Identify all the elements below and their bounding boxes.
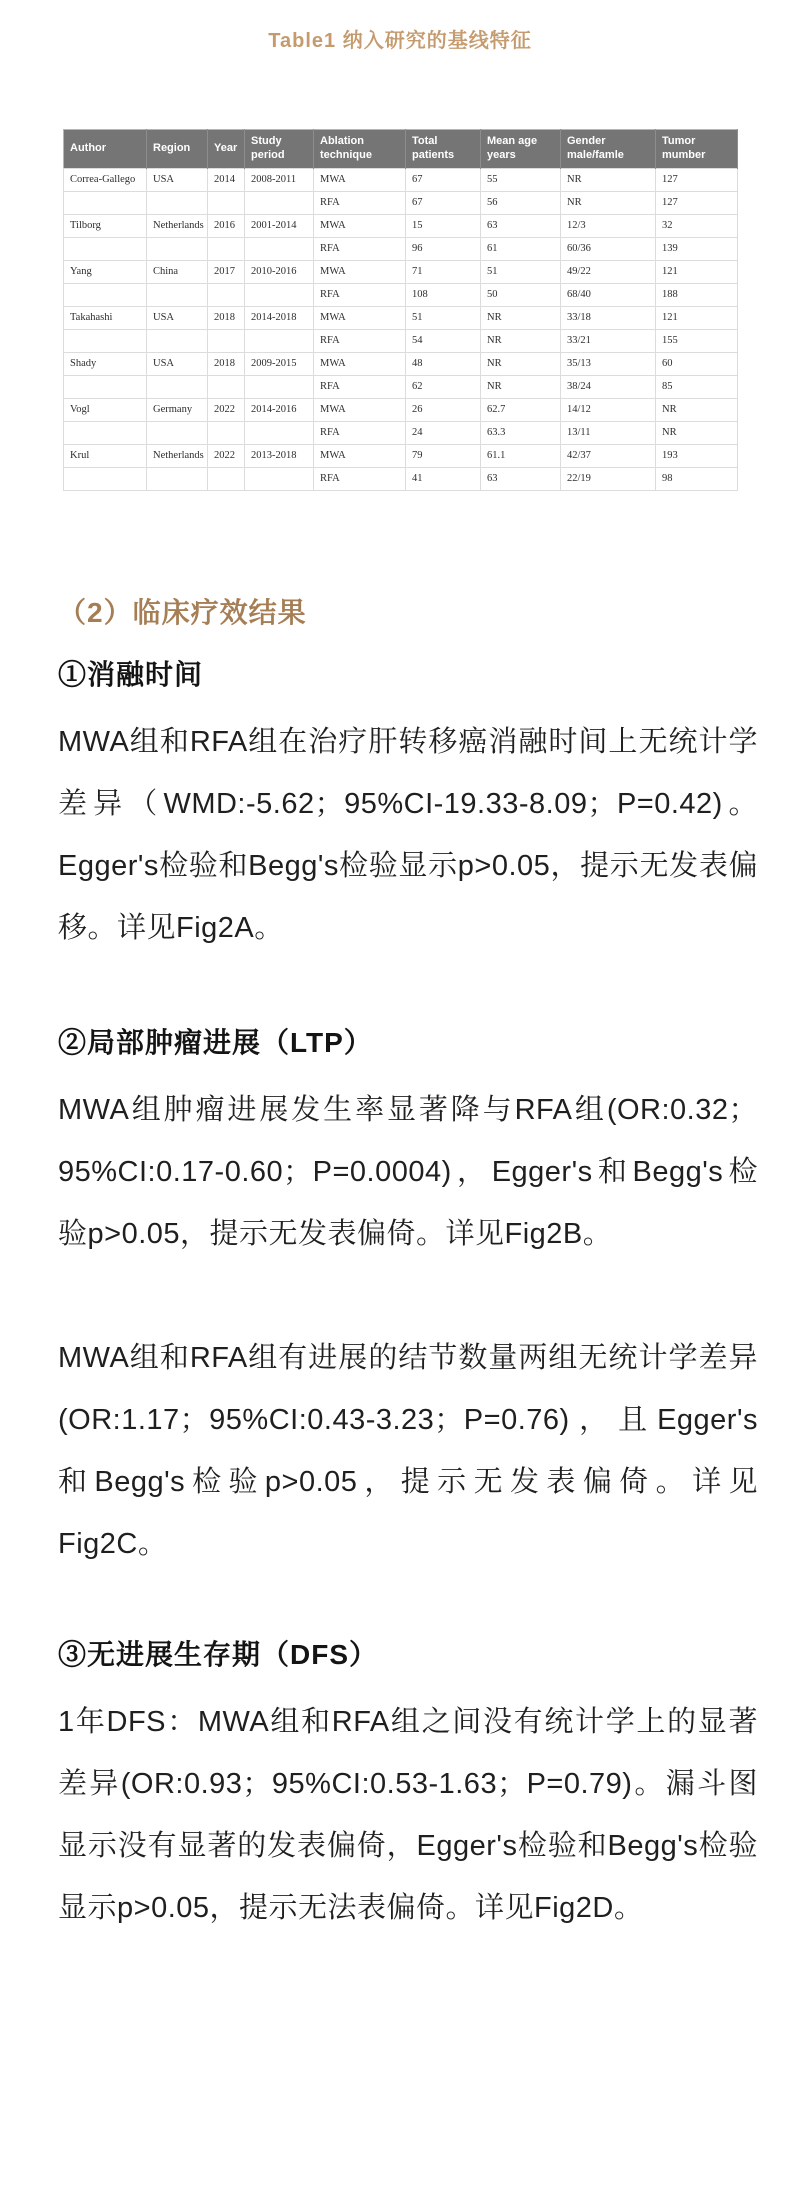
table-cell: RFA [314, 237, 406, 260]
table-cell: Shady [64, 352, 147, 375]
paragraph-ltp-nodules: MWA组和RFA组有进展的结节数量两组无统计学差异(OR:1.17；95%CI:0.43-3.23；P=0.76)，且Egger's和Begg's检验p>0.05，提示无发表偏倚。详见Fig2C。 [58, 1341, 758, 1560]
table-cell [245, 467, 314, 490]
table-cell: NR [656, 398, 738, 421]
table-cell: 62.7 [481, 398, 561, 421]
table-cell: 85 [656, 375, 738, 398]
table-cell: USA [147, 352, 208, 375]
table-header-cell: Ablation technique [314, 130, 406, 169]
table-cell [147, 467, 208, 490]
table-cell: MWA [314, 306, 406, 329]
table-cell: Vogl [64, 398, 147, 421]
table-cell: 61 [481, 237, 561, 260]
table-cell: NR [561, 191, 656, 214]
table-cell: NR [481, 329, 561, 352]
table-cell: NR [656, 421, 738, 444]
table-cell: MWA [314, 352, 406, 375]
table-header-cell: Author [64, 130, 147, 169]
table-cell [64, 421, 147, 444]
baseline-characteristics-table [63, 129, 738, 491]
table-cell: 67 [406, 191, 481, 214]
table-cell: MWA [314, 398, 406, 421]
table-cell: 13/11 [561, 421, 656, 444]
table-header-cell: Mean age years [481, 130, 561, 169]
table-cell: 121 [656, 260, 738, 283]
table-header-row [64, 130, 738, 169]
table-cell: Germany [147, 398, 208, 421]
table-cell: 2018 [208, 352, 245, 375]
table-body [64, 168, 738, 490]
table-cell: 33/18 [561, 306, 656, 329]
table-cell [64, 375, 147, 398]
table-cell: 42/37 [561, 444, 656, 467]
table-header-cell: Total patients [406, 130, 481, 169]
table-cell: 155 [656, 329, 738, 352]
table-row [64, 214, 738, 237]
table-cell: Takahashi [64, 306, 147, 329]
table-cell: 50 [481, 283, 561, 306]
table-cell: 56 [481, 191, 561, 214]
table-row [64, 398, 738, 421]
baseline-table-container [63, 129, 737, 491]
table-cell: 127 [656, 191, 738, 214]
table-cell [208, 421, 245, 444]
table-header-cell: Tumor mumber [656, 130, 738, 169]
table-cell: 2009-2015 [245, 352, 314, 375]
table-cell: NR [481, 352, 561, 375]
table-cell [64, 191, 147, 214]
table-cell: NR [481, 375, 561, 398]
table-cell: 51 [406, 306, 481, 329]
table-cell: 35/13 [561, 352, 656, 375]
table-cell: Krul [64, 444, 147, 467]
table-cell [147, 375, 208, 398]
table-header-cell: Gender male/famle [561, 130, 656, 169]
table-cell: Tilborg [64, 214, 147, 237]
table-header-cell: Study period [245, 130, 314, 169]
table-cell [147, 237, 208, 260]
table-cell: 63 [481, 214, 561, 237]
table-cell: 55 [481, 168, 561, 191]
table-cell [245, 191, 314, 214]
table-cell [245, 329, 314, 352]
paragraph-dfs: 1年DFS：MWA组和RFA组之间没有统计学上的显著差异(OR:0.93；95%CI:0.53-1.63；P=0.79)。漏斗图显示没有显著的发表偏倚，Egger's检验和Begg's检验显示p>0.05，提示无法表偏倚。详见Fig2D。 [58, 1705, 758, 1924]
table-header-cell: Region [147, 130, 208, 169]
table-cell: 68/40 [561, 283, 656, 306]
table-cell: 38/24 [561, 375, 656, 398]
subsection-heading-ltp: ②局部肿瘤进展（LTP） [58, 1026, 373, 1058]
table-cell: 61.1 [481, 444, 561, 467]
subsection-heading-ablation-time: ①消融时间 [58, 658, 204, 690]
table-cell: 71 [406, 260, 481, 283]
table-cell: 33/21 [561, 329, 656, 352]
table-cell [64, 467, 147, 490]
table-cell: 14/12 [561, 398, 656, 421]
table-row [64, 237, 738, 260]
section-heading-clinical-results: （2）临床疗效结果 [58, 596, 307, 628]
table-cell [64, 329, 147, 352]
table-cell: 96 [406, 237, 481, 260]
table-cell [147, 191, 208, 214]
table-row [64, 329, 738, 352]
table-cell [64, 237, 147, 260]
table-cell: 15 [406, 214, 481, 237]
table-cell: 49/22 [561, 260, 656, 283]
table-cell: 67 [406, 168, 481, 191]
subsection-heading-dfs: ③无进展生存期（DFS） [58, 1638, 379, 1670]
table-cell: USA [147, 168, 208, 191]
table-cell: 2008-2011 [245, 168, 314, 191]
table-cell: 2022 [208, 398, 245, 421]
table-cell: 60 [656, 352, 738, 375]
table-cell: China [147, 260, 208, 283]
table-cell [147, 329, 208, 352]
table-cell [245, 375, 314, 398]
table-cell: USA [147, 306, 208, 329]
table-cell: 63.3 [481, 421, 561, 444]
table-cell: 121 [656, 306, 738, 329]
table-cell [208, 329, 245, 352]
table-cell: 2022 [208, 444, 245, 467]
table-row [64, 306, 738, 329]
table-cell: 48 [406, 352, 481, 375]
table-cell: RFA [314, 191, 406, 214]
paragraph-ltp-rate: MWA组肿瘤进展发生率显著降与RFA组(OR:0.32；95%CI:0.17-0.60；P=0.0004)，Egger's和Begg's检验p>0.05，提示无发表偏倚。详见Fig2B。 [58, 1093, 758, 1250]
table-cell: Netherlands [147, 444, 208, 467]
table-cell [208, 467, 245, 490]
table-cell: 12/3 [561, 214, 656, 237]
table-cell: 2016 [208, 214, 245, 237]
table-cell: RFA [314, 421, 406, 444]
table-cell: 139 [656, 237, 738, 260]
table-cell: 32 [656, 214, 738, 237]
table-cell [245, 421, 314, 444]
table-cell: 26 [406, 398, 481, 421]
table-cell: 188 [656, 283, 738, 306]
article-body [0, 591, 800, 1939]
table-row [64, 283, 738, 306]
table-cell: Netherlands [147, 214, 208, 237]
table-cell [245, 237, 314, 260]
table-cell: 62 [406, 375, 481, 398]
table-cell [147, 421, 208, 444]
table-cell: 2013-2018 [245, 444, 314, 467]
table-cell: Correa-Gallego [64, 168, 147, 191]
table-cell: 193 [656, 444, 738, 467]
table-cell [64, 283, 147, 306]
table-cell [208, 237, 245, 260]
table-cell [208, 375, 245, 398]
table-cell: RFA [314, 375, 406, 398]
table-cell [245, 283, 314, 306]
table-row [64, 191, 738, 214]
table-cell: 108 [406, 283, 481, 306]
table-cell: NR [561, 168, 656, 191]
table-cell: 2001-2014 [245, 214, 314, 237]
table-cell: 41 [406, 467, 481, 490]
table-cell: 79 [406, 444, 481, 467]
table-cell: 98 [656, 467, 738, 490]
table-row [64, 444, 738, 467]
table-cell [208, 283, 245, 306]
table-header-cell: Year [208, 130, 245, 169]
table-cell: 51 [481, 260, 561, 283]
table-row [64, 375, 738, 398]
table-cell: 2014 [208, 168, 245, 191]
table-cell: 2017 [208, 260, 245, 283]
table-cell: 24 [406, 421, 481, 444]
table-cell: MWA [314, 444, 406, 467]
table-cell: MWA [314, 214, 406, 237]
table-cell: RFA [314, 329, 406, 352]
table-row [64, 421, 738, 444]
table-cell: 22/19 [561, 467, 656, 490]
table-cell: MWA [314, 168, 406, 191]
table-cell: NR [481, 306, 561, 329]
table-cell [147, 283, 208, 306]
table-row [64, 260, 738, 283]
table-cell: RFA [314, 283, 406, 306]
paragraph-ablation-time: MWA组和RFA组在治疗肝转移癌消融时间上无统计学差异（WMD:-5.62；95%CI-19.33-8.09；P=0.42)。Egger's检验和Begg's检验显示p>0.05，提示无发表偏移。详见Fig2A。 [58, 725, 758, 944]
table-cell: 2018 [208, 306, 245, 329]
table-cell: 2010-2016 [245, 260, 314, 283]
table-cell: 2014-2018 [245, 306, 314, 329]
table-cell: 60/36 [561, 237, 656, 260]
table-row [64, 168, 738, 191]
table-cell: 54 [406, 329, 481, 352]
table-row [64, 352, 738, 375]
table-cell: 63 [481, 467, 561, 490]
table-cell: 2014-2016 [245, 398, 314, 421]
table-cell: Yang [64, 260, 147, 283]
table-cell: 127 [656, 168, 738, 191]
table-cell: MWA [314, 260, 406, 283]
table-row [64, 467, 738, 490]
table-cell: RFA [314, 467, 406, 490]
table-cell [208, 191, 245, 214]
table-title: Table1 纳入研究的基线特征 [268, 30, 532, 52]
